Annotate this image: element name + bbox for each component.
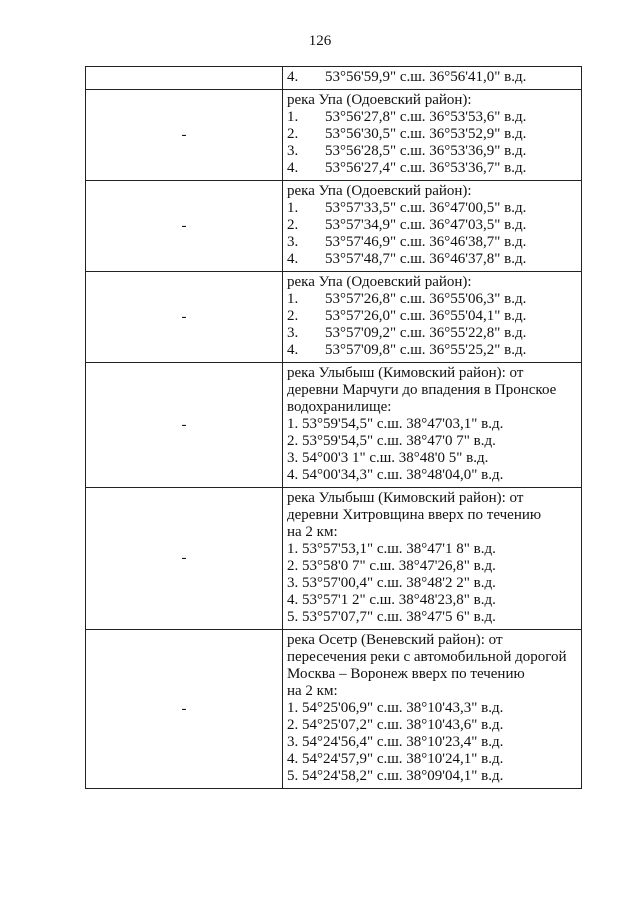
coordinate-point (287, 342, 579, 359)
coordinate-point: 1. 53°57'53,1" с.ш. 38°47'1 8" в.д. (287, 541, 496, 557)
coordinate-point (287, 69, 579, 86)
river-title-line: река Осетр (Веневский район): от (287, 632, 503, 648)
coordinate-point: 4. 53°57'1 2" с.ш. 38°48'23,8" в.д. (287, 592, 496, 608)
river-coordinates-cell (283, 488, 582, 630)
coordinates-table-body (86, 67, 582, 789)
river-title-line: Москва – Воронеж вверх по течению (287, 666, 525, 682)
river-coordinates-cell (283, 272, 582, 363)
coordinate-point: 3. 54°24'56,4" с.ш. 38°10'23,4" в.д. (287, 734, 504, 750)
row-marker-cell (86, 488, 283, 630)
row-marker-cell (86, 67, 283, 90)
point-number: 1. (287, 109, 299, 125)
point-coordinates: 53°56'59,9" с.ш. 36°56'41,0" в.д. (325, 69, 527, 85)
river-title-line: пересечения реки с автомобильной дорогой (287, 649, 567, 665)
point-number: 4. (287, 251, 299, 267)
point-coordinates: 53°57'34,9" с.ш. 36°47'03,5" в.д. (325, 217, 527, 233)
river-coordinates-cell (283, 181, 582, 272)
point-coordinates: 53°56'27,4" с.ш. 36°53'36,7" в.д. (325, 160, 527, 176)
river-title-line: на 2 км: (287, 524, 338, 540)
row-marker-cell (86, 630, 283, 789)
river-coordinates-cell (283, 363, 582, 488)
table-row (86, 363, 582, 488)
coordinate-point: 1. 54°25'06,9" с.ш. 38°10'43,3" в.д. (287, 700, 504, 716)
coordinate-point: 3. 53°57'00,4" с.ш. 38°48'2 2" в.д. (287, 575, 496, 591)
row-marker-cell (86, 272, 283, 363)
point-number: 2. (287, 126, 299, 142)
point-coordinates: 53°57'26,8" с.ш. 36°55'06,3" в.д. (325, 291, 527, 307)
table-row (86, 272, 582, 363)
table-row (86, 67, 582, 90)
coordinates-table (85, 66, 582, 789)
point-coordinates: 53°56'28,5" с.ш. 36°53'36,9" в.д. (325, 143, 527, 159)
coordinate-point: 2. 54°25'07,2" с.ш. 38°10'43,6" в.д. (287, 717, 504, 733)
table-row (86, 90, 582, 181)
coordinate-point (287, 291, 579, 308)
row-marker: - (181, 700, 187, 717)
coordinate-point (287, 325, 579, 342)
point-number: 4. (287, 69, 299, 85)
point-coordinates: 53°57'09,8" с.ш. 36°55'25,2" в.д. (325, 342, 527, 358)
river-title-line: деревни Марчуги до впадения в Пронское (287, 382, 557, 398)
point-number: 4. (287, 342, 299, 358)
river-coordinates-cell (283, 67, 582, 90)
river-title-line: река Улыбыш (Кимовский район): от (287, 490, 524, 506)
river-title: река Упа (Одоевский район): (287, 274, 472, 290)
coordinate-point (287, 234, 579, 251)
coordinate-point (287, 160, 579, 177)
coordinate-point (287, 251, 579, 268)
point-number: 2. (287, 308, 299, 324)
coordinate-point: 2. 53°59'54,5" с.ш. 38°47'0 7" в.д. (287, 433, 496, 449)
point-number: 1. (287, 200, 299, 216)
river-title: река Упа (Одоевский район): (287, 92, 472, 108)
row-marker-cell (86, 363, 283, 488)
river-title-line: деревни Хитровщина вверх по течению (287, 507, 542, 523)
row-marker-cell (86, 181, 283, 272)
river-coordinates-cell (283, 630, 582, 789)
coordinate-point (287, 308, 579, 325)
table-row (86, 488, 582, 630)
point-coordinates: 53°57'09,2" с.ш. 36°55'22,8" в.д. (325, 325, 527, 341)
coordinate-point (287, 200, 579, 217)
coordinate-point (287, 217, 579, 234)
point-coordinates: 53°56'30,5" с.ш. 36°53'52,9" в.д. (325, 126, 527, 142)
coordinate-point: 5. 54°24'58,2" с.ш. 38°09'04,1" в.д. (287, 768, 504, 784)
row-marker: - (181, 308, 187, 325)
coordinate-point: 1. 53°59'54,5" с.ш. 38°47'03,1" в.д. (287, 416, 504, 432)
row-marker: - (181, 416, 187, 433)
point-coordinates: 53°56'27,8" с.ш. 36°53'53,6" в.д. (325, 109, 527, 125)
row-marker: - (181, 550, 187, 566)
row-marker: - (181, 126, 187, 143)
coordinate-point: 4. 54°24'57,9" с.ш. 38°10'24,1" в.д. (287, 751, 504, 767)
coordinate-point: 2. 53°58'0 7" с.ш. 38°47'26,8" в.д. (287, 558, 496, 574)
river-title-line: водохранилище: (287, 399, 392, 415)
page-number: 126 (308, 33, 332, 49)
river-title-line: река Улыбыш (Кимовский район): от (287, 365, 524, 381)
river-title: река Упа (Одоевский район): (287, 183, 472, 199)
point-coordinates: 53°57'48,7" с.ш. 36°46'37,8" в.д. (325, 251, 527, 267)
coordinate-point (287, 143, 579, 160)
coordinate-point: 3. 54°00'3 1" с.ш. 38°48'0 5" в.д. (287, 450, 489, 466)
point-coordinates: 53°57'26,0" с.ш. 36°55'04,1" в.д. (325, 308, 527, 324)
coordinate-point: 4. 54°00'34,3" с.ш. 38°48'04,0" в.д. (287, 467, 504, 483)
point-number: 2. (287, 217, 299, 233)
row-marker-cell (86, 90, 283, 181)
river-coordinates-cell (283, 90, 582, 181)
point-number: 4. (287, 160, 299, 176)
coordinate-point: 5. 53°57'07,7" с.ш. 38°47'5 6" в.д. (287, 609, 496, 625)
point-coordinates: 53°57'33,5" с.ш. 36°47'00,5" в.д. (325, 200, 527, 216)
point-number: 3. (287, 234, 299, 250)
table-row (86, 181, 582, 272)
table-row (86, 630, 582, 789)
point-number: 3. (287, 143, 299, 159)
point-number: 1. (287, 291, 299, 307)
point-number: 3. (287, 325, 299, 341)
point-coordinates: 53°57'46,9" с.ш. 36°46'38,7" в.д. (325, 234, 527, 250)
coordinate-point (287, 109, 579, 126)
river-title-line: на 2 км: (287, 683, 338, 699)
coordinate-point (287, 126, 579, 143)
row-marker: - (181, 217, 187, 234)
